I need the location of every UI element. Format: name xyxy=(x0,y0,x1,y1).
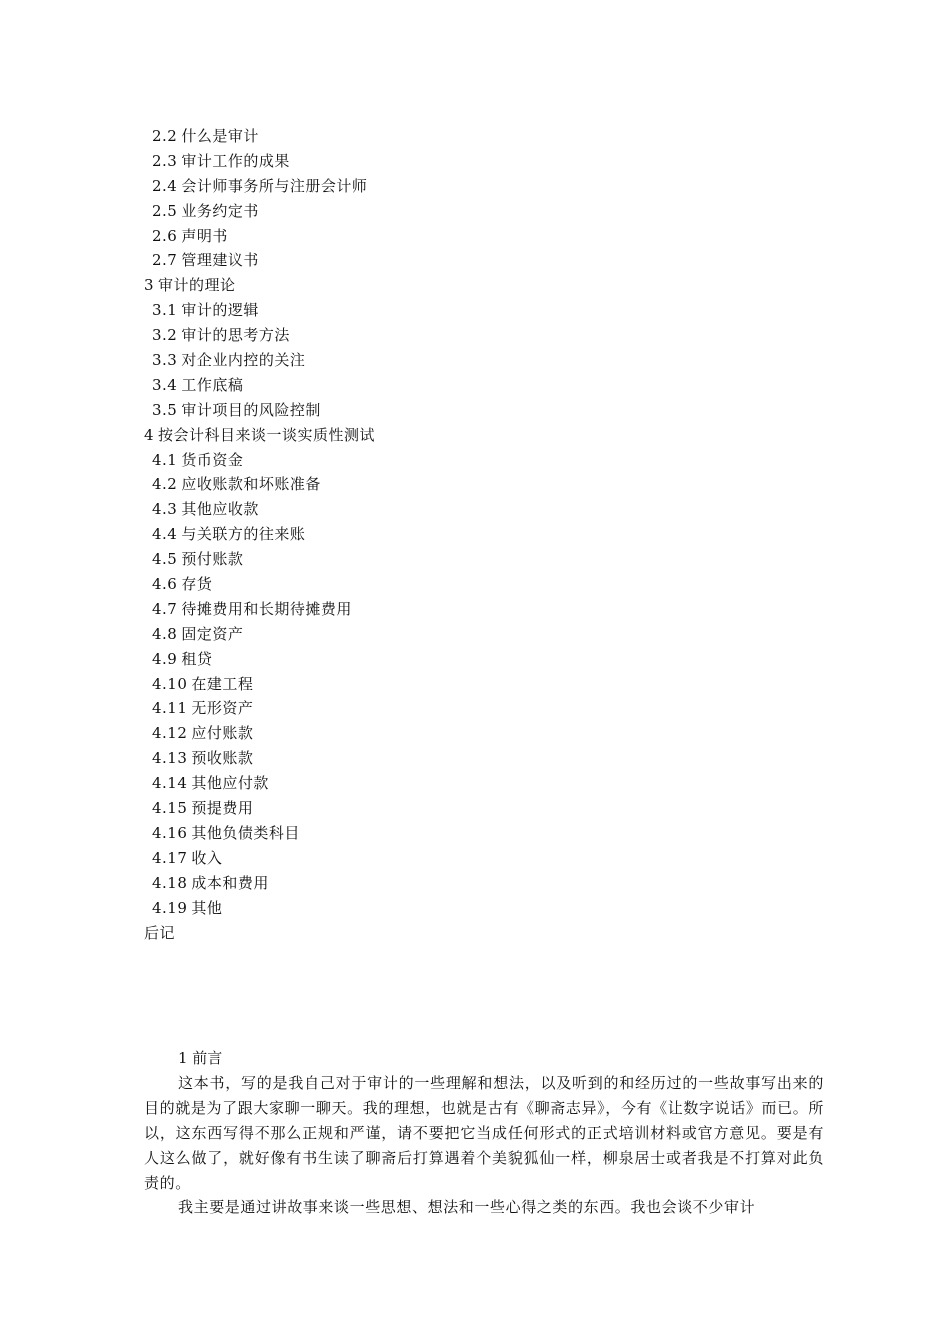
toc-entry-title: 审计的理论 xyxy=(158,276,236,295)
toc-entry xyxy=(144,323,375,348)
toc-entry xyxy=(144,199,375,224)
toc-entry-title: 成本和费用 xyxy=(191,873,269,892)
toc-entry xyxy=(144,921,375,946)
toc-entry xyxy=(144,497,375,522)
toc-entry-title: 存货 xyxy=(181,575,213,594)
toc-entry-title: 其他负债类科目 xyxy=(191,823,300,842)
preface-paragraph: 我主要是通过讲故事来谈一些思想、想法和一些心得之类的东西。我也会谈不少审计 xyxy=(178,1198,756,1217)
toc-entry-number: 2.6 xyxy=(152,226,178,245)
toc-entry xyxy=(144,224,375,249)
toc-entry-number: 4.11 xyxy=(152,699,188,718)
toc-entry-number: 4.19 xyxy=(152,898,188,917)
toc-entry-title: 声明书 xyxy=(181,226,228,245)
toc-entry-title: 货币资金 xyxy=(181,450,244,469)
toc-entry-title: 预提费用 xyxy=(191,799,254,818)
toc-entry xyxy=(144,248,375,273)
toc-entry-number: 4.5 xyxy=(152,550,178,569)
toc-entry-title: 其他 xyxy=(191,898,223,917)
toc-entry xyxy=(144,472,375,497)
toc-entry-title: 无形资产 xyxy=(191,699,254,718)
toc-entry xyxy=(144,896,375,921)
toc-entry-title: 审计的思考方法 xyxy=(181,326,290,345)
toc-entry-title: 待摊费用和长期待摊费用 xyxy=(181,599,352,618)
toc-entry xyxy=(144,423,375,448)
toc-entry-title: 预收账款 xyxy=(191,749,254,768)
toc-entry-number: 4.9 xyxy=(152,649,178,668)
toc-entry-number: 2.4 xyxy=(152,176,178,195)
toc-entry-title: 对企业内控的关注 xyxy=(181,351,306,370)
toc-entry-title: 固定资产 xyxy=(181,624,244,643)
toc-entry xyxy=(144,398,375,423)
toc-entry-title: 预付账款 xyxy=(181,550,244,569)
toc-entry xyxy=(144,696,375,721)
toc-entry-number: 4.13 xyxy=(152,749,188,768)
toc-entry-title: 管理建议书 xyxy=(181,251,259,270)
preface-heading: 1 前言 xyxy=(178,1049,223,1067)
toc-entry-number: 4.1 xyxy=(152,450,178,469)
toc-entry xyxy=(144,746,375,771)
toc-entry xyxy=(144,771,375,796)
toc-entry-number: 4.6 xyxy=(152,575,178,594)
toc-entry-title: 会计师事务所与注册会计师 xyxy=(181,176,368,195)
toc-entry-title: 后记 xyxy=(144,923,176,942)
toc-entry xyxy=(144,597,375,622)
toc-entry-title: 其他应收款 xyxy=(181,500,259,519)
toc-entry-title: 审计工作的成果 xyxy=(181,151,290,170)
toc-entry-title: 其他应付款 xyxy=(191,774,269,793)
toc-entry xyxy=(144,572,375,597)
preface-paragraph: 这本书，写的是我自己对于审计的一些理解和想法，以及听到的和经历过的一些故事写出来的目的就是为了跟大家聊一聊天。我的理想，也就是古有《聊斋志异》，今有《让数字说话》而已。所以，这东西写得不那么正规和严谨，请不要把它当成任何形式的正式培训材料或官方意见。要是有人这么做了，就好像有书生读了聊斋后打算遇着个美貌狐仙一样，柳泉居士或者我是不打算对此负责的。 xyxy=(144,1073,824,1192)
toc-entry xyxy=(144,871,375,896)
toc-entry-number: 4.4 xyxy=(152,525,178,544)
toc-entry-number: 2.2 xyxy=(152,127,178,145)
toc-entry-number: 4.18 xyxy=(152,873,188,892)
toc-entry xyxy=(144,273,375,298)
toc-entry xyxy=(144,846,375,871)
toc-entry xyxy=(144,124,375,149)
toc-entry xyxy=(144,622,375,647)
toc-entry-number: 4.7 xyxy=(152,599,178,618)
toc-entry-number: 3.3 xyxy=(152,351,178,370)
toc-entry-number: 3.2 xyxy=(152,326,178,345)
toc-entry xyxy=(144,721,375,746)
toc-entry-number: 2.3 xyxy=(152,151,178,170)
toc-entry-number: 2.7 xyxy=(152,251,178,270)
toc-entry-number: 4.15 xyxy=(152,799,188,818)
toc-entry xyxy=(144,298,375,323)
toc-entry xyxy=(144,348,375,373)
toc-entry-title: 审计的逻辑 xyxy=(181,301,259,320)
toc-entry-number: 3.5 xyxy=(152,400,178,419)
toc-entry-title: 在建工程 xyxy=(191,674,254,693)
toc-entry-number: 2.5 xyxy=(152,201,178,220)
toc-entry-number: 4.12 xyxy=(152,724,188,743)
toc-entry-number: 3 xyxy=(144,276,155,295)
toc-entry-number: 4.8 xyxy=(152,624,178,643)
toc-entry xyxy=(144,796,375,821)
toc-entry-title: 工作底稿 xyxy=(181,375,244,394)
toc-entry xyxy=(144,373,375,398)
toc-entry-number: 4.3 xyxy=(152,500,178,519)
toc-entry-number: 4.14 xyxy=(152,774,188,793)
toc-entry-title: 业务约定书 xyxy=(181,201,259,220)
toc-entry-number: 4 xyxy=(144,425,155,444)
toc-entry-title: 什么是审计 xyxy=(181,127,259,145)
toc-entry-number: 4.17 xyxy=(152,848,188,867)
toc-entry-number: 4.2 xyxy=(152,475,178,494)
toc-entry-number: 4.10 xyxy=(152,674,188,693)
toc-entry xyxy=(144,149,375,174)
toc-entry-title: 按会计科目来谈一谈实质性测试 xyxy=(158,425,376,444)
table-of-contents xyxy=(144,124,375,945)
toc-entry xyxy=(144,448,375,473)
toc-entry-number: 3.4 xyxy=(152,375,178,394)
toc-entry-title: 审计项目的风险控制 xyxy=(181,400,321,419)
toc-entry xyxy=(144,522,375,547)
toc-entry xyxy=(144,647,375,672)
toc-entry-title: 应付账款 xyxy=(191,724,254,743)
toc-entry xyxy=(144,821,375,846)
toc-entry-title: 与关联方的往来账 xyxy=(181,525,306,544)
toc-entry-title: 应收账款和坏账准备 xyxy=(181,475,321,494)
toc-entry xyxy=(144,672,375,697)
toc-entry xyxy=(144,547,375,572)
preface-section xyxy=(144,1046,824,1220)
toc-entry-title: 收入 xyxy=(191,848,223,867)
toc-entry-title: 租贷 xyxy=(181,649,213,668)
toc-entry-number: 4.16 xyxy=(152,823,188,842)
toc-entry-number: 3.1 xyxy=(152,301,178,320)
toc-entry xyxy=(144,174,375,199)
